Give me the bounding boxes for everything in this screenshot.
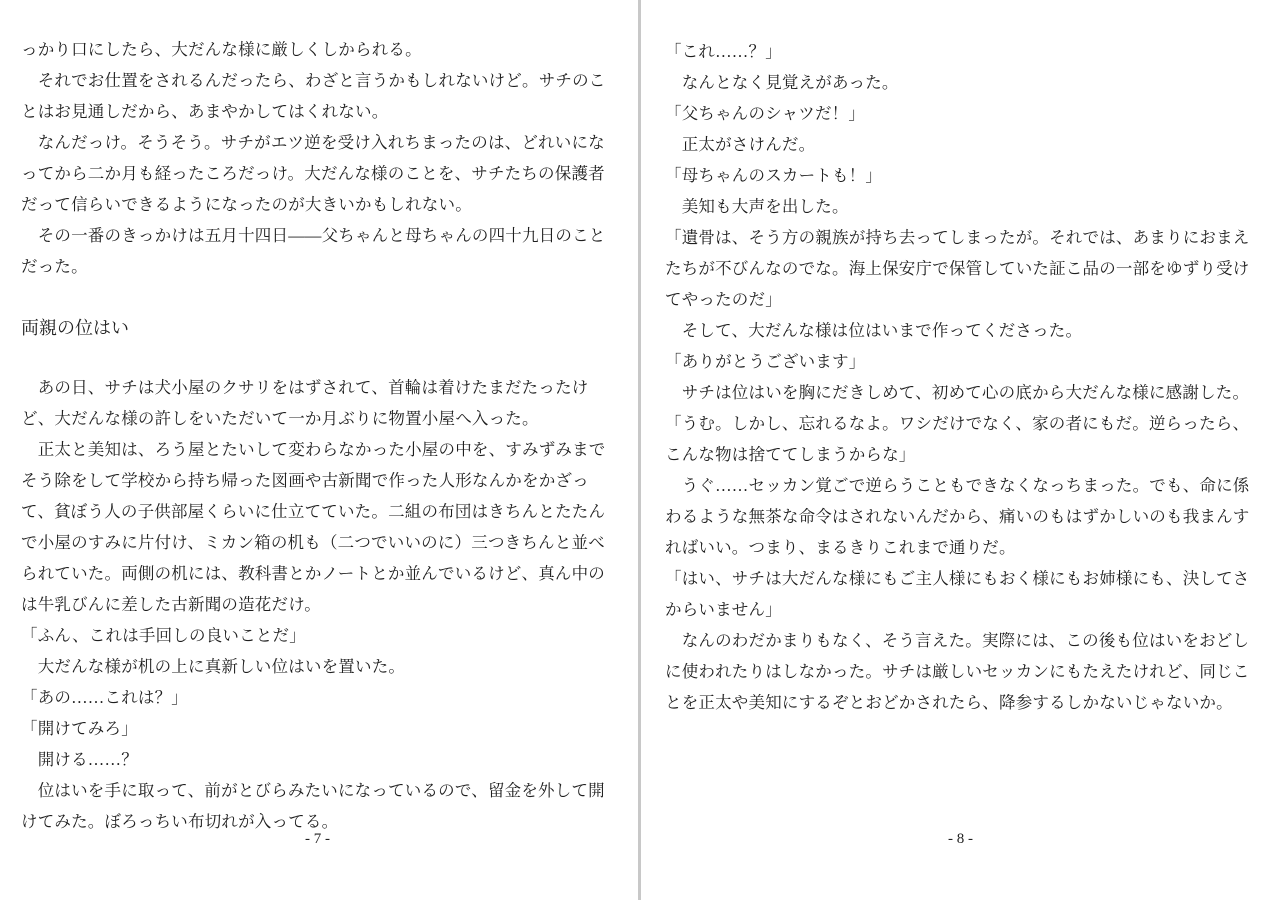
paragraph: っかり口にしたら、大だんな様に厳しくしかられる。: [21, 40, 422, 59]
right-page-text: [665, 36, 1261, 718]
paragraph: その一番のきっかけは五月十四日——父ちゃんと母ちゃんの四十九日のことだった。: [21, 226, 606, 276]
dialogue-line: 「母ちゃんのスカートも！」: [665, 166, 883, 185]
page-right: [641, 0, 1280, 900]
page-left: [0, 0, 639, 900]
dialogue-line: 「ありがとうございます」: [665, 352, 866, 371]
page-number-right: - 8 -: [948, 831, 973, 847]
paragraph: なんだっけ。そうそう。サチがエツ逆を受け入れちまったのは、どれいになってから二か月も経ったころだっけ。大だんな様のことを、サチたちの保護者だって信らいできるようになったのが大きいかもしれない。: [21, 133, 605, 214]
dialogue-line: 「はい、サチは大だんな様にもご主人様にもおく様にもお姉様にも、決してさからいません」: [665, 569, 1250, 619]
paragraph: そして、大だんな様は位はいまで作ってくださった。: [665, 321, 1083, 340]
paragraph: なんのわだかまりもなく、そう言えた。実際には、この後も位はいをおどしに使われたりはしなかった。サチは厳しいセッカンにもたえたけれど、同じことを正太や美知にするぞとおどかされたら、降参するしかないじゃないか。: [665, 631, 1250, 712]
paragraph: なんとなく見覚えがあった。: [665, 73, 899, 92]
paragraph: 正太と美知は、ろう屋とたいして変わらなかった小屋の中を、すみずみまでそう除をして学校から持ち帰った図画や古新聞で作った人形なんかをかざって、貧ぼう人の子供部屋くらいに仕立てていた。二組の布団はきちんとたたんで小屋のすみに片付け、ミカン箱の机も（二つでいいのに）三つきちんと並べられていた。両側の机には、教科書とかノートとか並んでいるけど、真ん中のは牛乳びんに差した古新聞の造花だけ。: [21, 440, 606, 614]
paragraph: 開ける……？: [21, 750, 138, 769]
paragraph: 正太がさけんだ。: [665, 135, 816, 154]
paragraph: 大だんな様が机の上に真新しい位はいを置いた。: [21, 657, 406, 676]
dialogue-line: 「父ちゃんのシャツだ！」: [665, 104, 866, 123]
paragraph: 美知も大声を出した。: [665, 197, 849, 216]
dialogue-line: 「開けてみろ」: [21, 719, 138, 738]
paragraph: うぐ……セッカン覚ごで逆らうこともできなくなっちまった。でも、命に係わるような無茶な命令はされないんだから、痛いのもはずかしいのも我まんすればいい。つまり、まるきりこれまで通りだ。: [665, 476, 1250, 557]
dialogue-line: 「ふん、これは手回しの良いことだ」: [21, 626, 306, 645]
page-number-left: - 7 -: [305, 831, 330, 847]
dialogue-line: 「うむ。しかし、忘れるなよ。ワシだけでなく、家の者にもだ。逆らったら、こんな物は捨ててしまうからな」: [665, 414, 1250, 464]
dialogue-line: 「これ……？」: [665, 42, 782, 61]
paragraph: 位はいを手に取って、前がとびらみたいになっているので、留金を外して開けてみた。ぼろっちい布切れが入ってる。: [21, 781, 605, 831]
paragraph: サチは位はいを胸にだきしめて、初めて心の底から大だんな様に感謝した。: [665, 383, 1250, 402]
left-page-top-text: [21, 34, 621, 282]
dialogue-line: 「遺骨は、そう方の親族が持ち去ってしまったが。それでは、あまりにおまえたちが不びんなのでな。海上保安庁で保管していた証こ品の一部をゆずり受けてやったのだ」: [665, 228, 1250, 309]
section-heading: 両親の位はい: [21, 318, 129, 338]
paragraph: あの日、サチは犬小屋のクサリをはずされて、首輪は着けたまだたったけど、大だんな様の許しをいただいて一か月ぶりに物置小屋へ入った。: [21, 378, 589, 428]
paragraph: それでお仕置をされるんだったら、わざと言うかもしれないけど。サチのことはお見通しだから、あまやかしてはくれない。: [21, 71, 606, 121]
dialogue-line: 「あの……これは？」: [21, 688, 188, 707]
left-page-section-text: [21, 372, 621, 837]
